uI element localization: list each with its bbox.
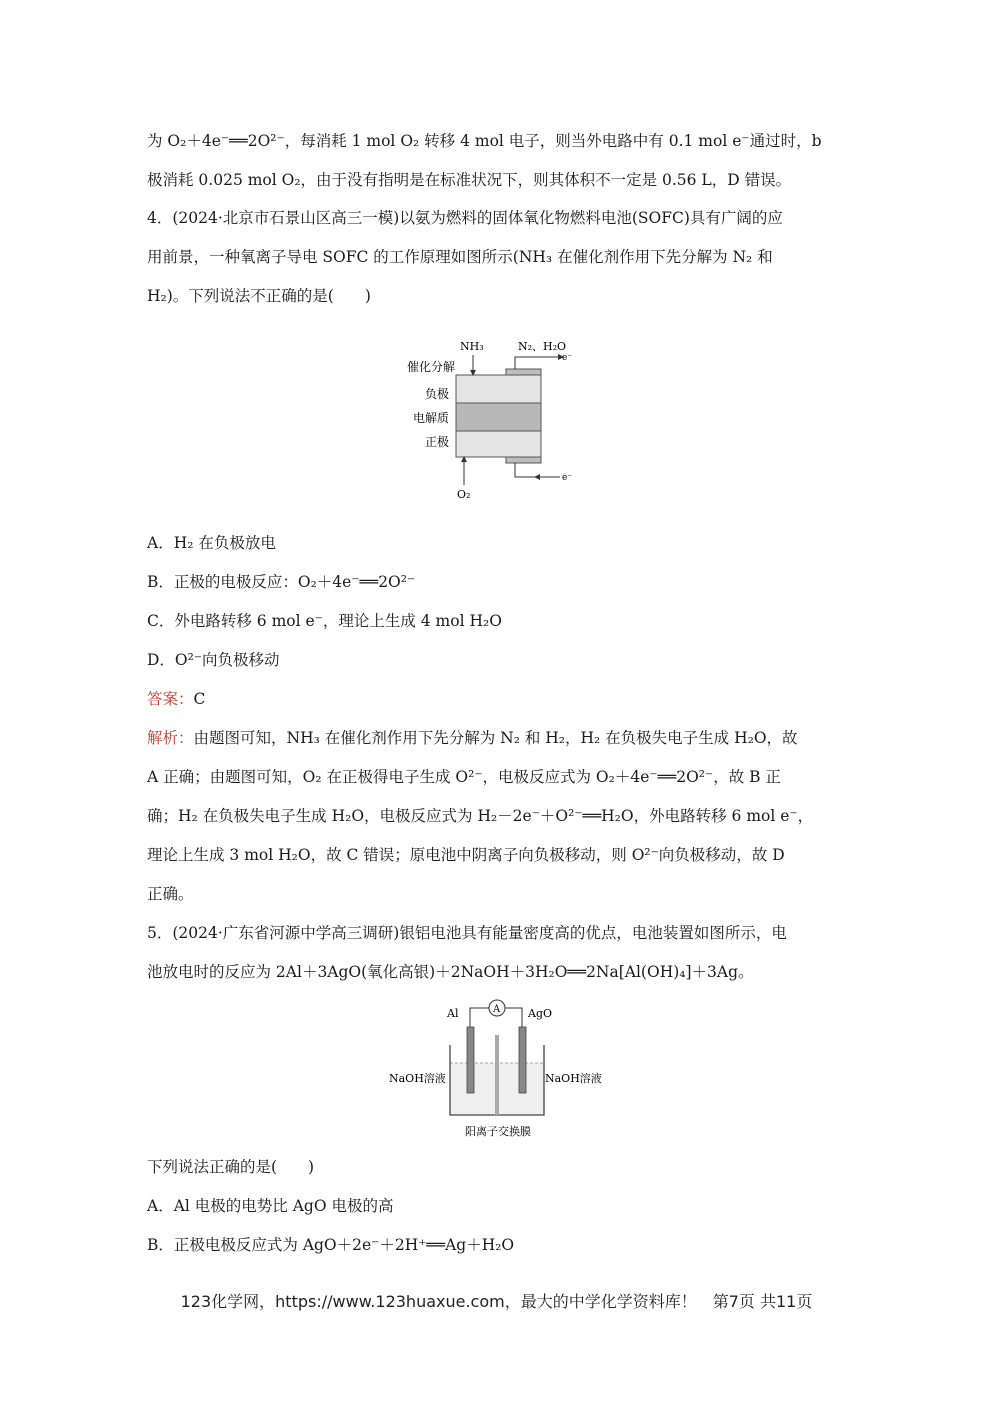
electrolyte-layer [456,403,541,431]
products-label: N₂、H₂O [518,340,567,353]
electron-top-label: e⁻ [562,353,573,363]
answer-value: C [193,690,206,708]
answer-line [147,689,205,709]
explanation-line [147,728,798,748]
option-d: D．O²⁻向负极移动 [147,651,280,669]
membrane-label: 阳离子交换膜 [465,1125,531,1138]
nh3-label: NH₃ [460,340,484,353]
ammeter-label: A [493,1004,501,1015]
explanation-line: 正确。 [147,885,194,903]
anode-layer [456,375,541,403]
top-current-collector [506,369,541,375]
page-footer: 123化学网，https://www.123huaxue.com，最大的中学化学资料库！ 第7页 共11页 [180,1292,813,1311]
option-b: B．正极电极反应式为 AgO＋2e⁻＋2H⁺══Ag＋H₂O [147,1236,515,1254]
catalytic-label: 催化分解 [407,360,456,374]
explanation-text: 由题图可知，NH₃ 在催化剂作用下先分解为 N₂ 和 H₂，H₂ 在负极失电子生成 H₂O，故 [193,729,798,747]
naoh-left-label: NaOH溶液 [389,1072,446,1085]
electron-bottom-label: e⁻ [562,473,573,483]
naoh-right-label: NaOH溶液 [545,1072,602,1085]
wire-right [505,1008,522,1027]
option-a: A．H₂ 在负极放电 [147,534,276,552]
electrolyte-label: 电解质 [413,411,450,425]
option-b: B．正极的电极反应：O₂＋4e⁻══2O²⁻ [147,573,416,591]
question-5-prompt: 下列说法正确的是( ) [147,1158,315,1176]
al-electrode [467,1027,474,1093]
products-arrow [515,357,558,369]
bottom-current-collector [506,457,541,463]
explanation-line: 理论上生成 3 mol H₂O，故 C 错误；原电池中阴离子向负极移动，则 O²⁻向负极移动，故 D [147,846,785,864]
ago-label: AgO [528,1007,553,1020]
o2-label: O₂ [457,488,471,501]
question-4-stem: H₂)。下列说法不正确的是( ) [147,287,371,305]
sofc-diagram [400,335,590,510]
question-5-stem: 池放电时的反应为 2Al＋3AgO(氧化高银)＋2NaOH＋3H₂O══2Na[Al(OH)₄]＋3Ag。 [147,963,754,981]
electron-in-arrow [534,474,540,480]
explanation-line: 确；H₂ 在负极失电子生成 H₂O，电极反应式为 H₂－2e⁻＋O²⁻══H₂O，外电路转移 6 mol e⁻， [147,807,814,825]
question-4-stem: 4．(2024·北京市石景山区高三一模)以氨为燃料的固体氧化物燃料电池(SOFC)具有广阔的应 [147,209,783,227]
anode-label: 负极 [425,387,450,401]
text-line: 为 O₂＋4e⁻══2O²⁻，每消耗 1 mol O₂ 转移 4 mol 电子，则当外电路中有 0.1 mol e⁻通过时，b [147,132,822,150]
bottom-wire [515,463,558,477]
question-5-stem: 5．(2024·广东省河源中学高三调研)银铝电池具有能量密度高的优点，电池装置如图所示，电 [147,924,787,942]
ago-electrode [519,1027,526,1093]
explanation-label: 解析： [147,729,194,747]
option-c: C．外电路转移 6 mol e⁻，理论上生成 4 mol H₂O [147,612,502,630]
answer-label: 答案： [147,690,194,708]
option-a: A．Al 电极的电势比 AgO 电极的高 [147,1197,394,1215]
cathode-label: 正极 [425,435,450,449]
wire-left [470,1008,489,1027]
explanation-line: A 正确；由题图可知，O₂ 在正极得电子生成 O²⁻，电极反应式为 O₂＋4e⁻══2O²⁻，故 B 正 [147,768,781,786]
text-line: 极消耗 0.025 mol O₂，由于没有指明是在标准状况下，则其体积不一定是 0.56 L，D 错误。 [147,171,792,189]
al-label: Al [447,1007,459,1020]
cathode-layer [456,431,541,457]
question-4-stem: 用前景，一种氧离子导电 SOFC 的工作原理如图所示(NH₃ 在催化剂作用下先分解为 N₂ 和 [147,248,773,266]
battery-diagram [385,995,610,1143]
